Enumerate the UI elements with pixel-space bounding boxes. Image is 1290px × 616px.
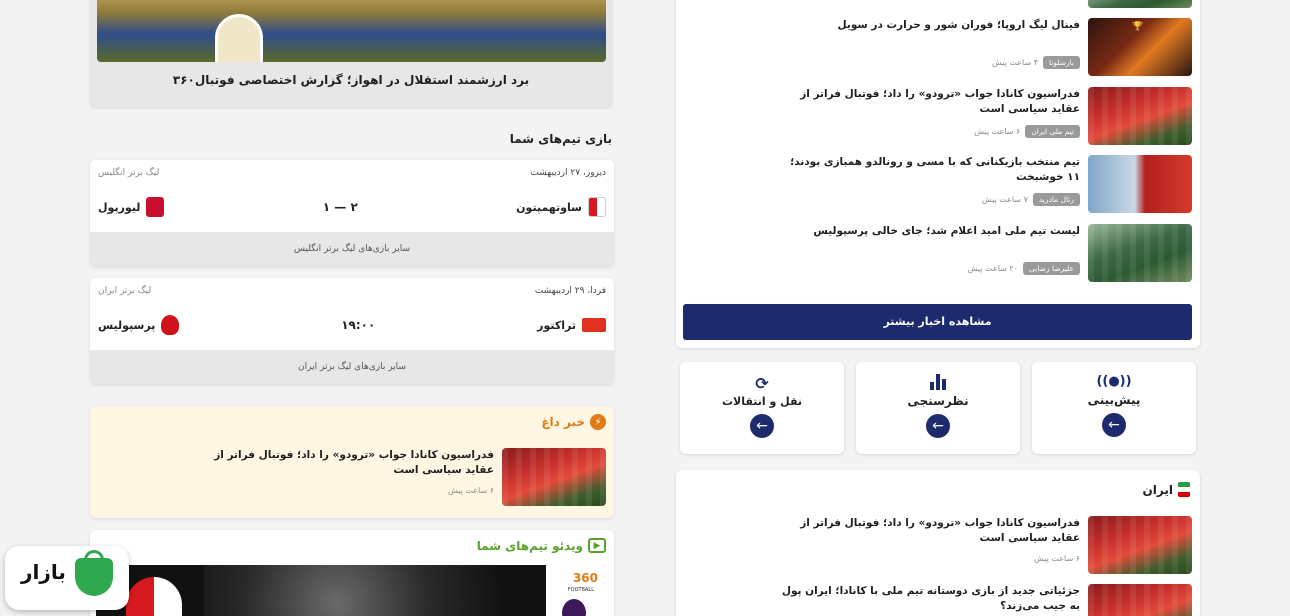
match-card[interactable] [90, 278, 614, 384]
home-team[interactable] [516, 197, 606, 217]
video-brand-label: FOOTBALL [567, 587, 594, 593]
news-time: ۲۰ ساعت پیش [967, 264, 1018, 273]
news-image[interactable] [1088, 224, 1192, 282]
poll-tile[interactable] [856, 362, 1020, 454]
news-image[interactable] [1088, 18, 1192, 76]
news-time: ۷ ساعت پیش [981, 195, 1028, 204]
featured-news-image[interactable] [97, 0, 606, 62]
iran-section-heading[interactable]: ایران [1142, 482, 1173, 497]
my-team-games-heading: بازی تیم‌های شما [509, 132, 612, 146]
news-title[interactable]: فدراسیون کانادا جواب «ترودو» را داد؛ فوتبال فراتر از عقاید سیاسی است [800, 88, 1080, 115]
southampton-badge-icon [126, 577, 182, 616]
transfers-label: نقل و انتقالات [721, 395, 803, 408]
hot-news-image[interactable] [502, 448, 606, 506]
news-tag[interactable]: بارسلونا [1043, 56, 1080, 69]
bazaar-label: بازار [21, 560, 66, 584]
broadcast-icon: ((●)) [1096, 374, 1132, 389]
poll-label: نظرسنجی [907, 394, 969, 408]
news-tag[interactable]: تیم ملی ایران [1025, 125, 1080, 138]
match-date: دیروز، ۲۷ اردیبهشت [530, 168, 606, 178]
bolt-icon: ⚡ [590, 414, 606, 430]
news-time: ۶ ساعت پیش [1034, 554, 1080, 563]
team-videos-card [90, 530, 614, 616]
home-team-name: تراکتور [537, 318, 576, 332]
premier-league-logo-icon [562, 599, 586, 616]
more-news-button[interactable]: مشاهده اخبار بیشتر [683, 304, 1192, 340]
away-team-name: لیورپول [98, 200, 141, 214]
hot-news-time: ۶ ساعت پیش [448, 486, 494, 495]
news-title[interactable]: جزئیاتی جدید از بازی دوستانه تیم ملی با کانادا؛ ایران پول به جیب می‌زند؟ [781, 585, 1080, 612]
football360-logo-icon: 360 [572, 571, 598, 585]
news-title[interactable]: تیم منتخب بازیکنانی که با مسی و رونالدو همبازی بودند؛ ۱۱ خوشبخت [790, 156, 1080, 183]
arrow-left-icon[interactable]: ← [1102, 413, 1126, 437]
match-league[interactable]: لیگ برتر ایران [98, 286, 152, 296]
featured-news-title[interactable]: برد ارزشمند استقلال در اهواز؛ گزارش اختصاصی فوتبال۳۶۰ [172, 73, 530, 87]
news-image[interactable] [1088, 516, 1192, 574]
bazaar-download-badge[interactable] [5, 546, 129, 610]
club-crest-icon [215, 14, 263, 62]
news-image[interactable] [1088, 0, 1192, 8]
news-title[interactable]: لیست تیم ملی امید اعلام شد؛ جای خالی پرسپولیس [813, 225, 1080, 237]
transfer-icon: ⟳ [755, 374, 769, 393]
home-team[interactable] [537, 318, 606, 332]
news-title[interactable]: فینال لیگ اروپا؛ فوران شور و حرارت در سویل [837, 19, 1080, 31]
prediction-tile[interactable] [1032, 362, 1196, 454]
news-tag[interactable]: رئال مادرید [1033, 193, 1080, 206]
liverpool-logo-icon [146, 197, 164, 217]
iran-federation-icon [1178, 482, 1190, 497]
match-score: ۱ — ۲ [322, 200, 358, 214]
away-team-name: پرسپولیس [98, 318, 156, 332]
more-league-games-link[interactable]: سایر بازی‌های لیگ برتر انگلیس [90, 232, 614, 266]
away-team[interactable] [98, 197, 164, 217]
hot-news-heading: خبر داغ [541, 415, 585, 429]
transfers-tile[interactable] [680, 362, 844, 454]
news-list-card [676, 0, 1200, 348]
arrow-left-icon[interactable]: ← [750, 414, 774, 438]
arrow-left-icon[interactable]: ← [926, 414, 950, 438]
team-videos-heading: ویدئو تیم‌های شما [476, 538, 583, 553]
persepolis-logo-icon [161, 315, 179, 335]
home-team-name: ساوتهمپتون [516, 200, 582, 214]
match-card[interactable] [90, 160, 614, 266]
hot-news-card[interactable] [90, 406, 614, 518]
news-time: ۴ ساعت پیش [991, 58, 1038, 67]
match-date: فردا، ۲۹ اردیبهشت [534, 286, 606, 296]
news-title[interactable]: فدراسیون کانادا جواب «ترودو» را داد؛ فوتبال فراتر از عقاید سیاسی است [800, 517, 1080, 544]
news-tag[interactable]: علیرضا رضایی [1023, 262, 1080, 275]
tractor-logo-icon [582, 318, 606, 332]
prediction-label: پیش‌بینی [1087, 393, 1141, 407]
video-icon: ▶ [588, 538, 606, 553]
more-league-games-link[interactable]: سایر بازی‌های لیگ برتر ایران [90, 350, 614, 384]
match-time: ۱۹:۰۰ [341, 318, 376, 332]
news-image[interactable] [1088, 584, 1192, 616]
away-team[interactable] [98, 315, 179, 335]
shopping-bag-icon [75, 558, 113, 596]
europa-trophy-icon: 🏆 [1132, 22, 1144, 32]
southampton-logo-icon [588, 197, 606, 217]
news-image[interactable] [1088, 87, 1192, 145]
news-image[interactable] [1088, 155, 1192, 213]
news-time: ۶ ساعت پیش [974, 127, 1021, 136]
bar-chart-icon [929, 374, 947, 390]
video-thumbnail[interactable] [96, 565, 606, 616]
iran-news-card [676, 470, 1200, 616]
featured-news-card[interactable] [90, 0, 612, 107]
match-league[interactable]: لیگ برتر انگلیس [98, 168, 160, 178]
hot-news-title[interactable]: فدراسیون کانادا جواب «ترودو» را داد؛ فوتبال فراتر از عقاید سیاسی است [214, 449, 494, 476]
